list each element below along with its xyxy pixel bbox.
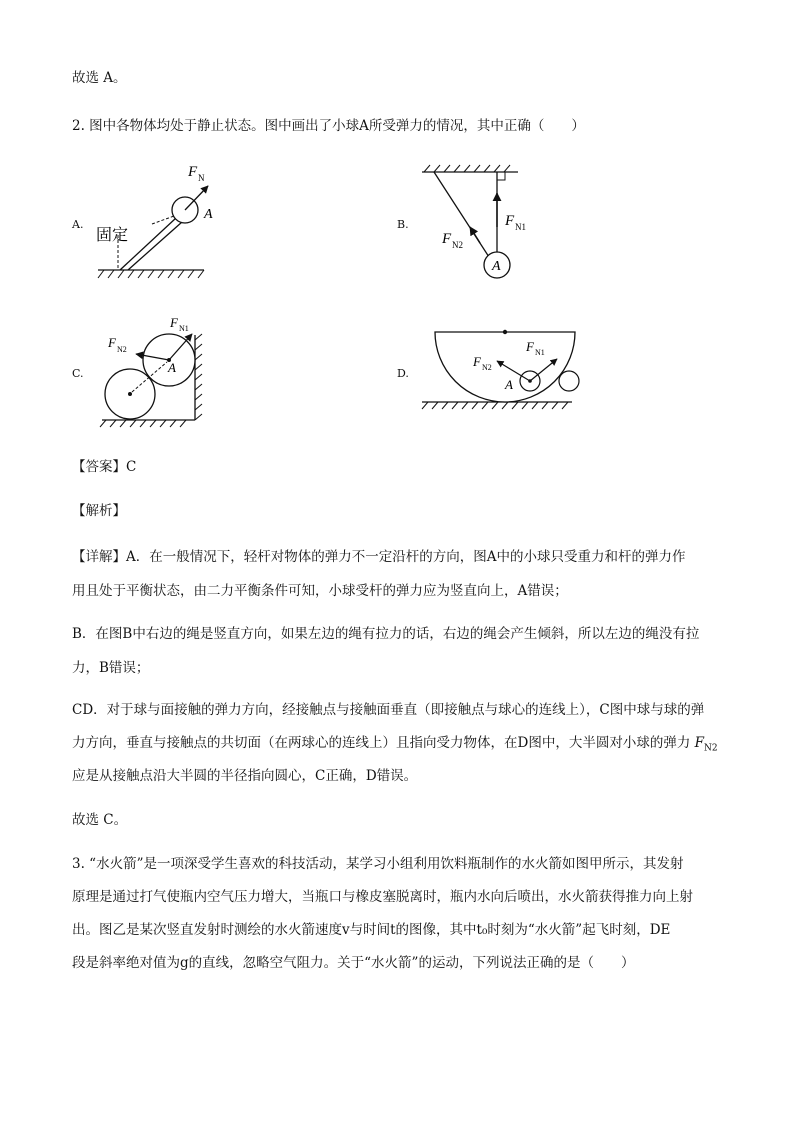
fig-a-force: F	[188, 164, 198, 180]
line-conclusion-c: 故选 C。	[72, 812, 128, 828]
detail-line-4: 力，B错误；	[72, 660, 150, 676]
fig-b-f1: F	[505, 213, 515, 229]
fig-d-f1: F	[526, 339, 534, 354]
ball-d-outside	[559, 371, 579, 391]
option-c-label: C.	[72, 367, 84, 380]
figure-a	[90, 158, 213, 288]
fig-b-f2: F	[442, 231, 452, 247]
fig-a-ball-label: A	[204, 207, 213, 222]
fig-c-ball-label: A	[168, 360, 176, 375]
fig-a-force-sub: N	[198, 173, 205, 183]
question-3-line-3: 出。图乙是某次竖直发射时测绘的水火箭速度v与时间t的图像，其中t₀时刻为“水火箭”起飞时刻，DE	[72, 922, 671, 938]
fig-c-f1-sub: N1	[179, 324, 189, 333]
detail-line-6-text: 力方向，垂直与接触点的共切面（在两球心的连线上）且指向受力物体，在D图中，大半圆对小球的弹力	[72, 735, 691, 751]
detail-line-1: 【详解】A．在一般情况下，轻杆对物体的弹力不一定沿杆的方向，图A中的小球只受重力和杆的弹力作	[72, 549, 686, 565]
detail-line-3: B．在图B中右边的绳是竖直方向，如果左边的绳有拉力的话，右边的绳会产生倾斜，所以左边的绳没有拉	[72, 626, 700, 642]
fig-b-ball-label: A	[492, 259, 501, 274]
option-a-label: A.	[72, 218, 84, 231]
figure-d	[420, 325, 595, 415]
answer-heading: 【答案】C	[72, 459, 137, 475]
line-conclusion-a: 故选 A。	[72, 70, 127, 86]
fig-d-f2: F	[473, 354, 481, 369]
fig-a-fixed-label: 固定	[96, 227, 129, 244]
detail-line-6	[72, 731, 718, 754]
analysis-heading: 【解析】	[72, 503, 126, 519]
fig-b-f2-sub: N2	[452, 240, 463, 250]
detail-force-subscript: N2	[704, 743, 718, 754]
question-3-line-4: 段是斜率绝对值为g的直线，忽略空气阻力。关于“水火箭”的运动，下列说法正确的是（ ）	[72, 955, 635, 971]
detail-line-7: 应是从接触点沿大半圆的半径指向圆心，C正确，D错误。	[72, 768, 418, 784]
fig-b-f1-sub: N1	[515, 222, 526, 232]
question-3-line-2: 原理是通过打气使瓶内空气压力增大，当瓶口与橡皮塞脱离时，瓶内水向后喷出，水火箭获得推力向上射	[72, 889, 693, 905]
figure-c	[100, 310, 215, 430]
fig-d-f1-sub: N1	[535, 348, 545, 357]
fig-c-f1: F	[170, 315, 178, 330]
fig-d-ball-label: A	[505, 377, 513, 392]
detail-line-2: 用且处于平衡状态，由二力平衡条件可知，小球受杆的弹力应为竖直向上，A错误；	[72, 583, 568, 599]
option-d-label: D.	[397, 367, 409, 380]
option-b-label: B.	[397, 218, 409, 231]
fig-c-f2: F	[108, 335, 116, 350]
detail-force-symbol: F	[694, 735, 704, 751]
detail-line-5: CD．对于球与面接触的弹力方向，经接触点与接触面垂直（即接触点与球心的连线上），C图中球与球的弹	[72, 702, 705, 718]
question-3-line-1: 3. “水火箭”是一项深受学生喜欢的科技活动，某学习小组利用饮料瓶制作的水火箭如图甲所示，其发射	[72, 856, 684, 872]
figure-b	[420, 165, 526, 285]
fig-d-f2-sub: N2	[482, 363, 492, 372]
question-2: 2. 图中各物体均处于静止状态。图中画出了小球A所受弹力的情况，其中正确（ ）	[72, 118, 585, 134]
fig-c-f2-sub: N2	[117, 345, 127, 354]
